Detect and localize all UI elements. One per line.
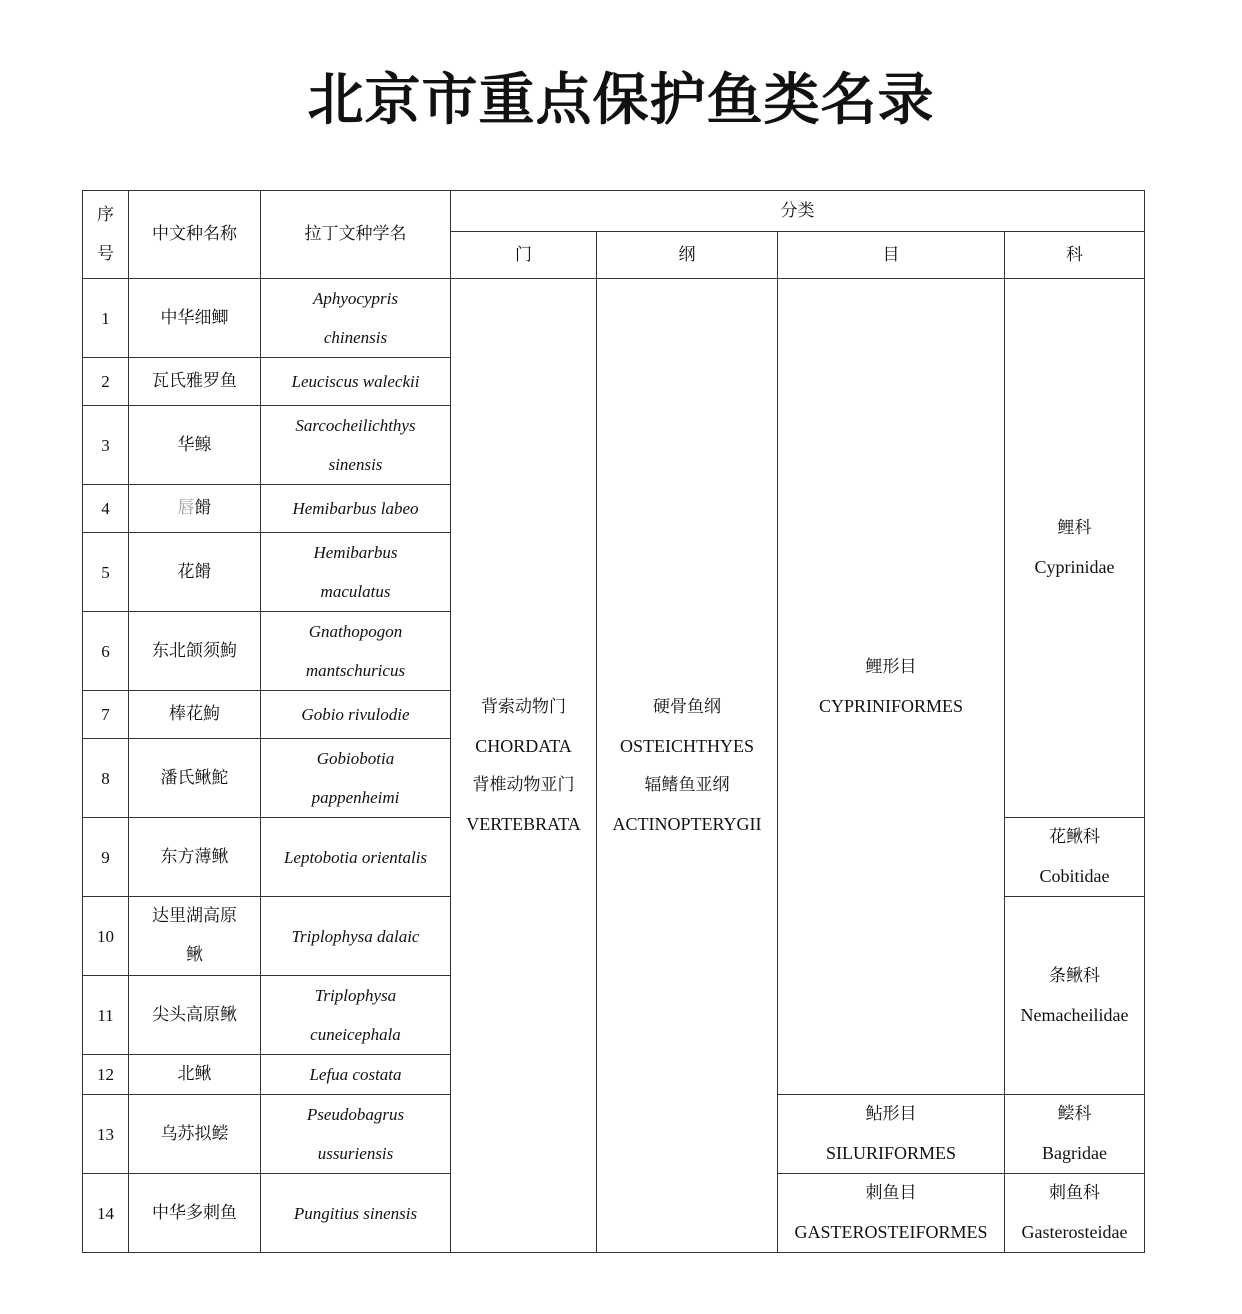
header-classification: 分类: [451, 191, 1145, 232]
species-cn-name: 瓦氏雅罗鱼: [129, 358, 261, 406]
row-number: 10: [83, 897, 129, 976]
species-latin-name: Pungitius sinensis: [261, 1174, 451, 1253]
species-cn-name: 乌苏拟鲿: [129, 1095, 261, 1174]
header-latin-name: 拉丁文种学名: [261, 191, 451, 279]
family-cell-gasterosteidae: 刺鱼科 Gasterosteidae: [1005, 1174, 1145, 1253]
species-latin-name: Gobiobotia pappenheimi: [261, 739, 451, 818]
species-latin-name: Pseudobagrus ussuriensis: [261, 1095, 451, 1174]
family-cell-cyprinidae: 鲤科 Cyprinidae: [1005, 279, 1145, 818]
species-latin-name: Gnathopogon mantschuricus: [261, 612, 451, 691]
species-latin-name: Triplophysa cuneicephala: [261, 976, 451, 1055]
species-cn-name: 东北颌须鮈: [129, 612, 261, 691]
order-cell-gasterosteiformes: 刺鱼目 GASTEROSTEIFORMES: [778, 1174, 1005, 1253]
row-number: 9: [83, 818, 129, 897]
row-number: 5: [83, 533, 129, 612]
species-latin-name: Gobio rivulodie: [261, 691, 451, 739]
family-cell-cobitidae: 花鳅科 Cobitidae: [1005, 818, 1145, 897]
row-number: 8: [83, 739, 129, 818]
row-number: 12: [83, 1055, 129, 1095]
species-cn-name: 东方薄鳅: [129, 818, 261, 897]
row-number: 13: [83, 1095, 129, 1174]
species-latin-name: Triplophysa dalaic: [261, 897, 451, 976]
species-cn-name: 华鳈: [129, 406, 261, 485]
species-latin-name: Lefua costata: [261, 1055, 451, 1095]
species-cn-name: 北鳅: [129, 1055, 261, 1095]
species-cn-name: 中华多刺鱼: [129, 1174, 261, 1253]
header-row-top: [83, 191, 1145, 232]
class-cell: 硬骨鱼纲 OSTEICHTHYES 辐鳍鱼亚纲 ACTINOPTERYGII: [597, 279, 778, 1253]
species-cn-name: 潘氏鳅鮀: [129, 739, 261, 818]
row-number: 7: [83, 691, 129, 739]
row-number: 1: [83, 279, 129, 358]
species-latin-name: Hemibarbus labeo: [261, 485, 451, 533]
order-cell-siluriformes: 鲇形目 SILURIFORMES: [778, 1095, 1005, 1174]
page-title: 北京市重点保护鱼类名录: [307, 67, 935, 133]
species-cn-name: 花餶: [129, 533, 261, 612]
header-cn-name: 中文种名称: [129, 191, 261, 279]
species-latin-name: Aphyocypris chinensis: [261, 279, 451, 358]
species-cn-name: 棒花鮈: [129, 691, 261, 739]
header-order: 目: [778, 232, 1005, 279]
header-phylum: 门: [451, 232, 597, 279]
row-number: 2: [83, 358, 129, 406]
header-seq: 序 号: [83, 191, 129, 279]
row-number: 14: [83, 1174, 129, 1253]
header-class: 纲: [597, 232, 778, 279]
species-latin-name: Hemibarbus maculatus: [261, 533, 451, 612]
row-number: 11: [83, 976, 129, 1055]
order-cell-cypriniformes: 鲤形目 CYPRINIFORMES: [778, 279, 1005, 1095]
row-number: 6: [83, 612, 129, 691]
species-cn-name: 中华细鲫: [129, 279, 261, 358]
species-cn-name: 尖头高原鳅: [129, 976, 261, 1055]
row-number: 4: [83, 485, 129, 533]
header-family: 科: [1005, 232, 1145, 279]
row-number: 3: [83, 406, 129, 485]
table-row: [83, 279, 1145, 358]
species-cn-name: 达里湖高原 鳅: [129, 897, 261, 976]
family-cell-bagridae: 鲿科 Bagridae: [1005, 1095, 1145, 1174]
species-cn-name: 唇餶: [129, 485, 261, 533]
species-latin-name: Sarcocheilichthys sinensis: [261, 406, 451, 485]
family-cell-nemacheilidae: 条鳅科 Nemacheilidae: [1005, 897, 1145, 1095]
species-latin-name: Leuciscus waleckii: [261, 358, 451, 406]
phylum-cell: 背索动物门 CHORDATA 背椎动物亚门 VERTEBRATA: [451, 279, 597, 1253]
fish-list-table: [82, 190, 1145, 1253]
species-latin-name: Leptobotia orientalis: [261, 818, 451, 897]
